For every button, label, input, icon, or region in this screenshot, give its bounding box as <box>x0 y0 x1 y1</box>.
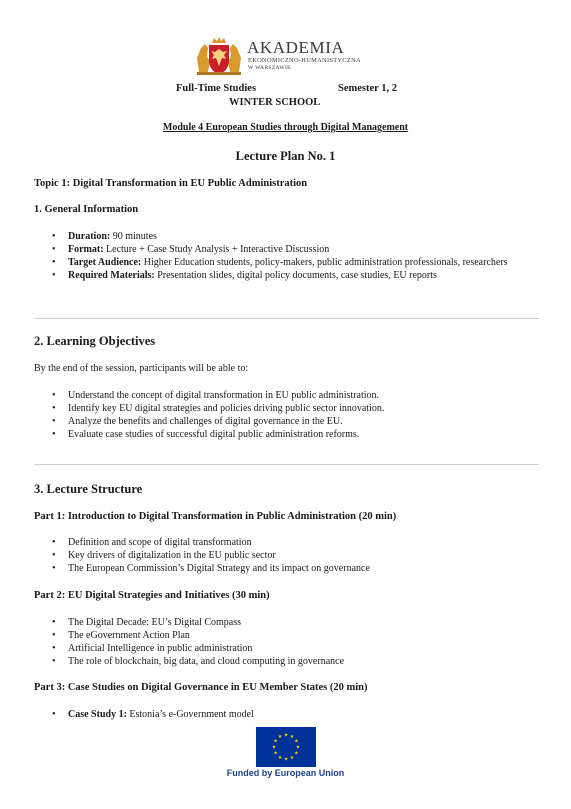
list-item: • Evaluate case studies of successful digital public administration reforms. <box>50 428 540 441</box>
logo-subtitle-city: W WARSZAWIE <box>248 65 291 71</box>
eu-star-icon: ★ <box>295 745 301 751</box>
part3-list <box>50 708 540 721</box>
list-item: • The eGovernment Action Plan <box>50 629 540 642</box>
list-item: • Understand the concept of digital transformation in EU public administration. <box>50 389 540 402</box>
module-title: Module 4 European Studies through Digital Management <box>162 122 409 133</box>
learning-objectives-intro: By the end of the session, participants will be able to: <box>34 363 249 374</box>
list-item: • The Digital Decade: EU’s Digital Compass <box>50 616 540 629</box>
crest-icon <box>193 36 245 78</box>
list-item: • Required Materials: Presentation slides, digital policy documents, case studies, EU reports <box>50 269 540 282</box>
semester-label: Semester 1, 2 <box>338 83 397 94</box>
logo-subtitle: EKONOMICZNO-HUMANISTYCZNA <box>248 57 361 64</box>
eu-star-icon: ★ <box>289 755 295 761</box>
list-item: • Key drivers of digitalization in the EU public sector <box>50 549 540 562</box>
list-item: • Format: Lecture + Case Study Analysis + Interactive Discussion <box>50 243 540 256</box>
part2-heading: Part 2: EU Digital Strategies and Initiatives (30 min) <box>34 590 270 601</box>
eu-star-icon: ★ <box>273 739 278 745</box>
eu-star-icon: ★ <box>294 751 299 757</box>
learning-objectives-heading: 2. Learning Objectives <box>34 334 156 348</box>
list-item: • Definition and scope of digital transformation <box>50 536 540 549</box>
eu-star-icon: ★ <box>277 755 283 761</box>
logo-title: AKADEMIA <box>247 38 345 57</box>
part1-list <box>50 536 540 575</box>
eu-star-icon: ★ <box>271 745 277 751</box>
eu-flag-icon <box>256 727 316 767</box>
learning-objectives-list <box>50 389 540 441</box>
eu-star-icon: ★ <box>277 735 283 741</box>
eu-star-icon: ★ <box>283 757 289 763</box>
general-information-heading: 1. General Information <box>34 204 139 215</box>
list-item: • The role of blockchain, big data, and cloud computing in governance <box>50 655 540 668</box>
topic-heading: Topic 1: Digital Transformation in EU Public Administration <box>34 178 308 189</box>
part3-heading: Part 3: Case Studies on Digital Governance in EU Member States (20 min) <box>34 682 368 693</box>
eu-star-icon: ★ <box>289 735 295 741</box>
section-divider <box>34 464 539 465</box>
list-item: • The European Commission’s Digital Strategy and its impact on governance <box>50 562 540 575</box>
list-item: • Artificial Intelligence in public administration <box>50 642 540 655</box>
studies-label: Full-Time Studies <box>176 83 257 94</box>
lecture-structure-heading: 3. Lecture Structure <box>34 482 143 496</box>
section-divider <box>34 318 539 319</box>
part1-heading: Part 1: Introduction to Digital Transformation in Public Administration (20 min) <box>34 511 397 522</box>
list-item: • Case Study 1: Estonia’s e-Government model <box>50 708 540 721</box>
funded-by-eu-label: Funded by European Union <box>226 768 345 778</box>
eu-star-icon: ★ <box>273 751 278 757</box>
list-item: • Analyze the benefits and challenges of digital governance in the EU. <box>50 415 540 428</box>
list-item: • Identify key EU digital strategies and policies driving public sector innovation. <box>50 402 540 415</box>
lecture-plan-title: Lecture Plan No. 1 <box>235 149 336 163</box>
eu-star-icon: ★ <box>294 739 299 745</box>
eu-star-icon: ★ <box>283 733 289 739</box>
list-item: • Duration: 90 minutes <box>50 230 540 243</box>
list-item: • Target Audience: Higher Education students, policy-makers, public administration professionals, researchers <box>50 256 540 269</box>
university-logo <box>193 36 393 80</box>
part2-list <box>50 616 540 668</box>
general-information-list <box>50 230 540 282</box>
school-label: WINTER SCHOOL <box>229 97 321 108</box>
